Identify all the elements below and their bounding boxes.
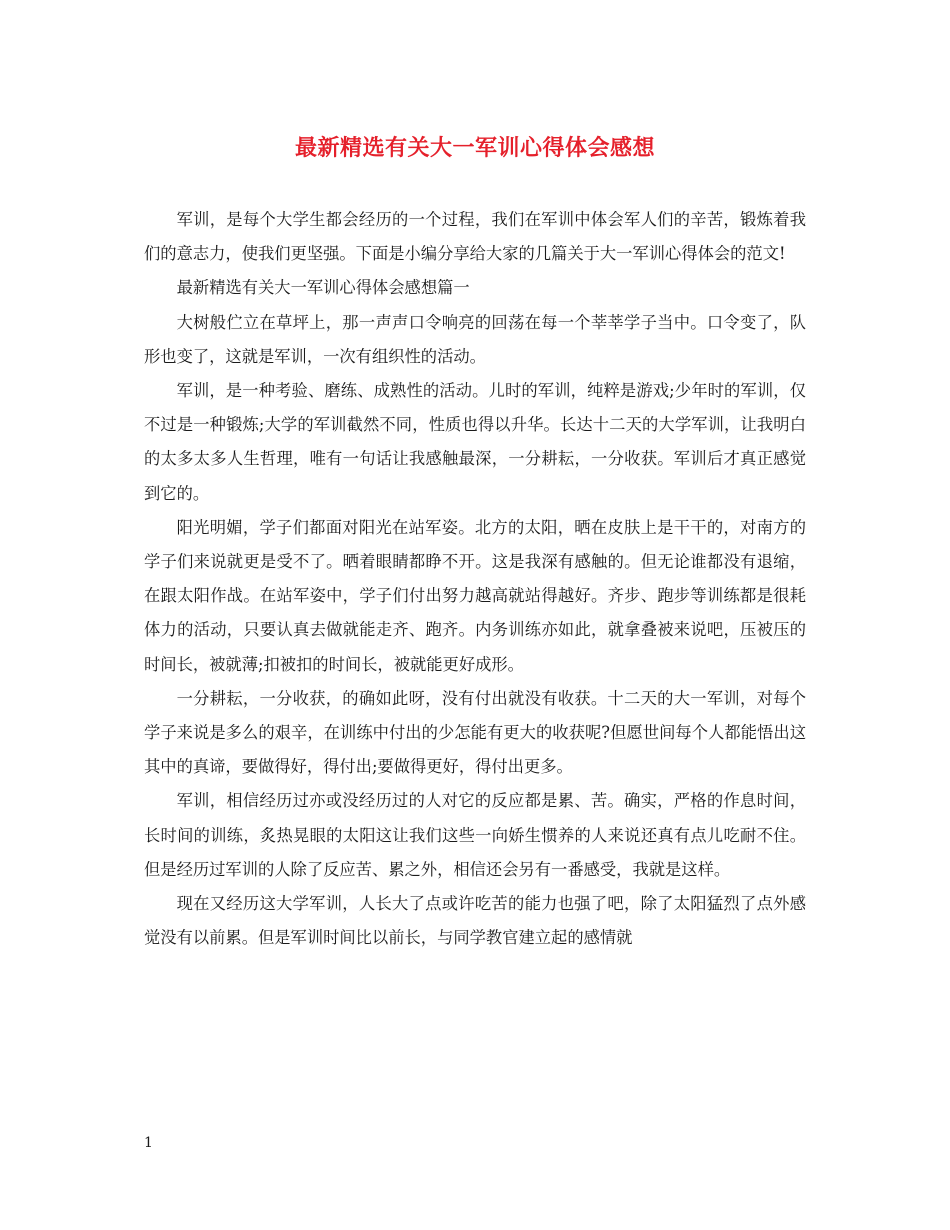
page-number: 1: [144, 1135, 153, 1151]
paragraph: 一分耕耘，一分收获，的确如此呀，没有付出就没有收获。十二天的大一军训，对每个学子来说是多么的艰辛，在训练中付出的少怎能有更大的收获呢?但愿世间每个人都能悟出这其中的真谛，要做得好，得付出;要做得更好，得付出更多。: [144, 688, 806, 777]
paragraph: 大树般伫立在草坪上，那一声声口令响亮的回荡在每一个莘莘学子当中。口令变了，队形也变了，这就是军训，一次有组织性的活动。: [144, 312, 806, 366]
paragraph: 军训，是一种考验、磨练、成熟性的活动。儿时的军训，纯粹是游戏;少年时的军训，仅不过是一种锻炼;大学的军训截然不同，性质也得以升华。长达十二天的大学军训，让我明白的太多太多人生哲理，唯有一句话让我感触最深，一分耕耘，一分收获。军训后才真正感觉到它的。: [144, 381, 806, 503]
paragraph: 现在又经历这大学军训，人长大了点或许吃苦的能力也强了吧，除了太阳猛烈了点外感觉没有以前累。但是军训时间比以前长，与同学教官建立起的感情就: [144, 894, 806, 948]
paragraph: 军训，相信经历过亦或没经历过的人对它的反应都是累、苦。确实，严格的作息时间，长时间的训练，炙热晃眼的太阳这让我们这些一向娇生惯养的人来说还真有点儿吃耐不住。但是经历过军训的人除了反应苦、累之外，相信还会另有一番感受，我就是这样。: [144, 791, 806, 879]
paragraph: 阳光明媚，学子们都面对阳光在站军姿。北方的太阳，晒在皮肤上是干干的，对南方的学子们来说就更是受不了。晒着眼睛都睁不开。这是我深有感触的。但无论谁都没有退缩，在跟太阳作战。在站军姿中，学子们付出努力越高就站得越好。齐步、跑步等训练都是很耗体力的活动，只要认真去做就能走齐、跑齐。内务训练亦如此，就拿叠被来说吧，压被压的时间长，被就薄;扣被扣的时间长，被就能更好成形。: [144, 517, 806, 674]
document-body: [144, 203, 806, 955]
section-heading: 最新精选有关大一军训心得体会感想篇一: [176, 278, 470, 298]
paragraph-intro: 军训，是每个大学生都会经历的一个过程，我们在军训中体会军人们的辛苦，锻炼着我们的意志力，使我们更坚强。下面是小编分享给大家的几篇关于大一军训心得体会的范文!: [144, 210, 806, 264]
document-title: 最新精选有关大一军训心得体会感想: [294, 135, 655, 161]
